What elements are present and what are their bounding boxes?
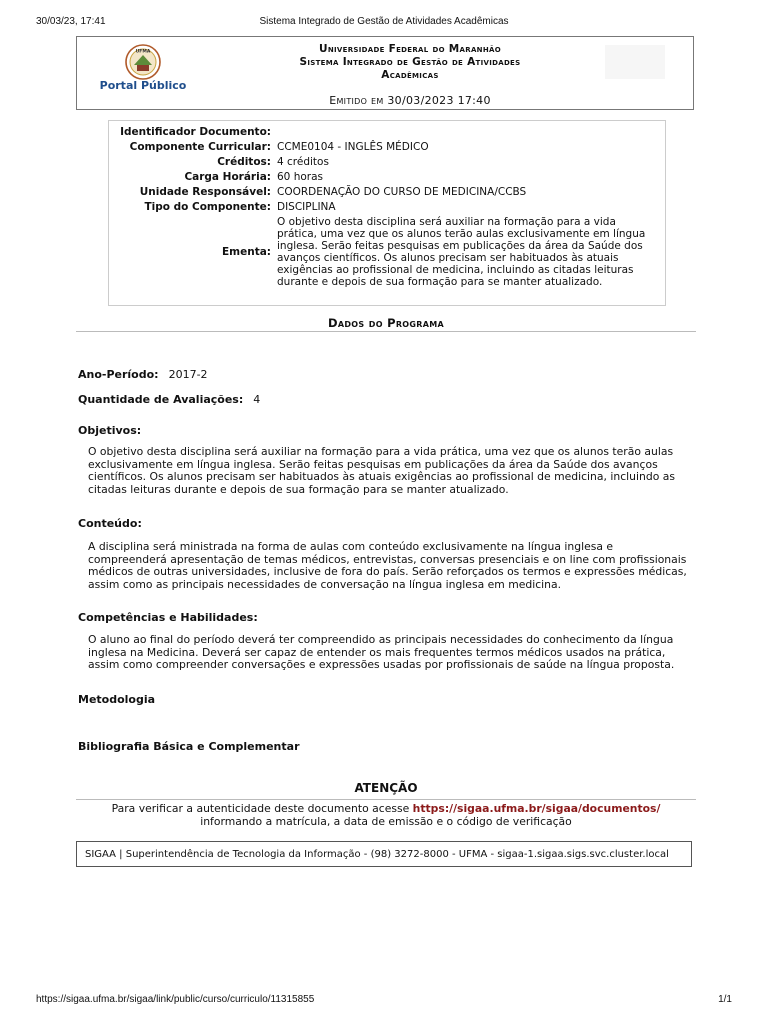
conteudo-label: Conteúdo:: [78, 517, 142, 530]
info-label: Componente Curricular:: [129, 140, 271, 153]
info-label: Tipo do Componente:: [144, 200, 271, 213]
objetivos-text: O objetivo desta disciplina será auxiliar na formação para a vida prática, uma vez que os alunos terão aulas exclusivamente em língua inglesa. Serão feitas pesquisas em publicações da área da Saúde dos avanços científicos. Os alunos precisam ser habituados às atuais exigências ao profissional de medicina, incluindo as citadas leituras durante e depois de sua formação para se manter atualizado.: [88, 445, 675, 496]
verification-prefix: Para verificar a autenticidade deste documento acesse: [111, 802, 413, 815]
verification-notice: [76, 799, 696, 828]
info-label: Carga Horária:: [184, 170, 271, 183]
info-row: [109, 169, 665, 184]
atencao-title: ATENÇÃO: [354, 781, 418, 795]
verification-url-link[interactable]: https://sigaa.ufma.br/sigaa/documentos/: [412, 802, 661, 815]
info-row: [109, 199, 665, 214]
info-value: COORDENAÇÃO DO CURSO DE MEDICINA/CCBS: [277, 185, 527, 198]
print-page-title: Sistema Integrado de Gestão de Atividades Acadêmicas: [259, 16, 509, 27]
system-name-line1: Sistema Integrado de Gestão de Atividades: [299, 56, 521, 68]
conteudo-text: A disciplina será ministrada na forma de aulas com conteúdo exclusivamente na língua inglesa e compreenderá apresentação de temas médicos, entrevistas, conversas presenciais e on line com profissionais médicos de outras universidades, inclusive de fora do país. Serão reforçados os termos e expressões médicas, assim como as principais necessidades de conversação na língua inglesa em medicina.: [88, 540, 687, 591]
system-name-line2: Acadêmicas: [381, 69, 439, 81]
print-url: https://sigaa.ufma.br/sigaa/link/public/curso/curriculo/11315855: [36, 994, 315, 1005]
info-label: Unidade Responsável:: [139, 185, 271, 198]
info-value: [273, 124, 665, 139]
print-datetime: 30/03/23, 17:41: [36, 16, 106, 27]
info-label: Créditos:: [217, 155, 271, 168]
section-title: Dados do Programa: [328, 316, 444, 330]
avaliacoes-value: 4: [253, 393, 261, 406]
avaliacoes-field: [78, 393, 260, 406]
info-label: Identificador Documento:: [120, 125, 271, 138]
header-blank-area: [605, 45, 665, 79]
ano-periodo-value: 2017-2: [168, 368, 208, 381]
info-value: O objetivo desta disciplina será auxiliar na formação para a vida prática, uma vez que os alunos terão aulas exclusivamente em língua inglesa. Serão feitas pesquisas em publicações da área da Saúde dos avanços científicos. Os alunos precisam ser habituados às atuais exigências ao profissional de medicina, incluindo as citadas leituras durante e depois de sua formação para se manter atualizado.: [277, 215, 646, 288]
university-name: Universidade Federal do Maranhão: [319, 43, 501, 55]
verification-line2: informando a matrícula, a data de emissão e o código de verificação: [200, 815, 572, 828]
info-row: [109, 124, 665, 139]
competencias-label: Competências e Habilidades:: [78, 611, 258, 624]
verification-line1: [76, 802, 696, 815]
component-info-box: [108, 120, 666, 306]
competencias-text: O aluno ao final do período deverá ter compreendido as principais necessidades do conhecimento da língua inglesa na Medicina. Deverá ser capaz de entender os mais frequentes termos médicos usados na prática, assim como compreender conversações e expressões usadas por profissionais de saúde na língua proposta.: [88, 633, 675, 671]
component-info-table: [109, 124, 665, 289]
info-value: 4 créditos: [277, 155, 329, 168]
bibliografia-label: Bibliografia Básica e Complementar: [78, 740, 300, 753]
info-row: [109, 139, 665, 154]
print-header: [36, 16, 732, 32]
info-value: DISCIPLINA: [277, 200, 336, 213]
section-divider: [76, 331, 696, 332]
objetivos-label: Objetivos:: [78, 424, 142, 437]
info-row: [109, 214, 665, 289]
info-value: 60 horas: [277, 170, 323, 183]
info-row: [109, 154, 665, 169]
info-value: CCME0104 - INGLÊS MÉDICO: [277, 140, 429, 153]
info-label: Ementa:: [221, 245, 271, 258]
sigaa-footer: SIGAA | Superintendência de Tecnologia da Informação - (98) 3272-8000 - UFMA - sigaa-1.sigaa.sigs.svc.cluster.local: [76, 841, 692, 867]
info-row: [109, 184, 665, 199]
emitido-em: Emitido em 30/03/2023 17:40: [329, 94, 491, 107]
ano-periodo-label: Ano-Período:: [78, 368, 159, 381]
ano-periodo-field: [78, 368, 208, 381]
avaliacoes-label: Quantidade de Avaliações:: [78, 393, 244, 406]
document-header: [76, 36, 694, 110]
metodologia-label: Metodologia: [78, 693, 156, 706]
logo-text: UFMA: [135, 49, 151, 55]
portal-publico-label: Portal Público: [99, 79, 187, 92]
print-footer: [36, 994, 732, 1010]
university-seal-icon: [123, 43, 163, 81]
print-page-number: 1/1: [718, 994, 732, 1005]
header-text: [217, 43, 603, 107]
